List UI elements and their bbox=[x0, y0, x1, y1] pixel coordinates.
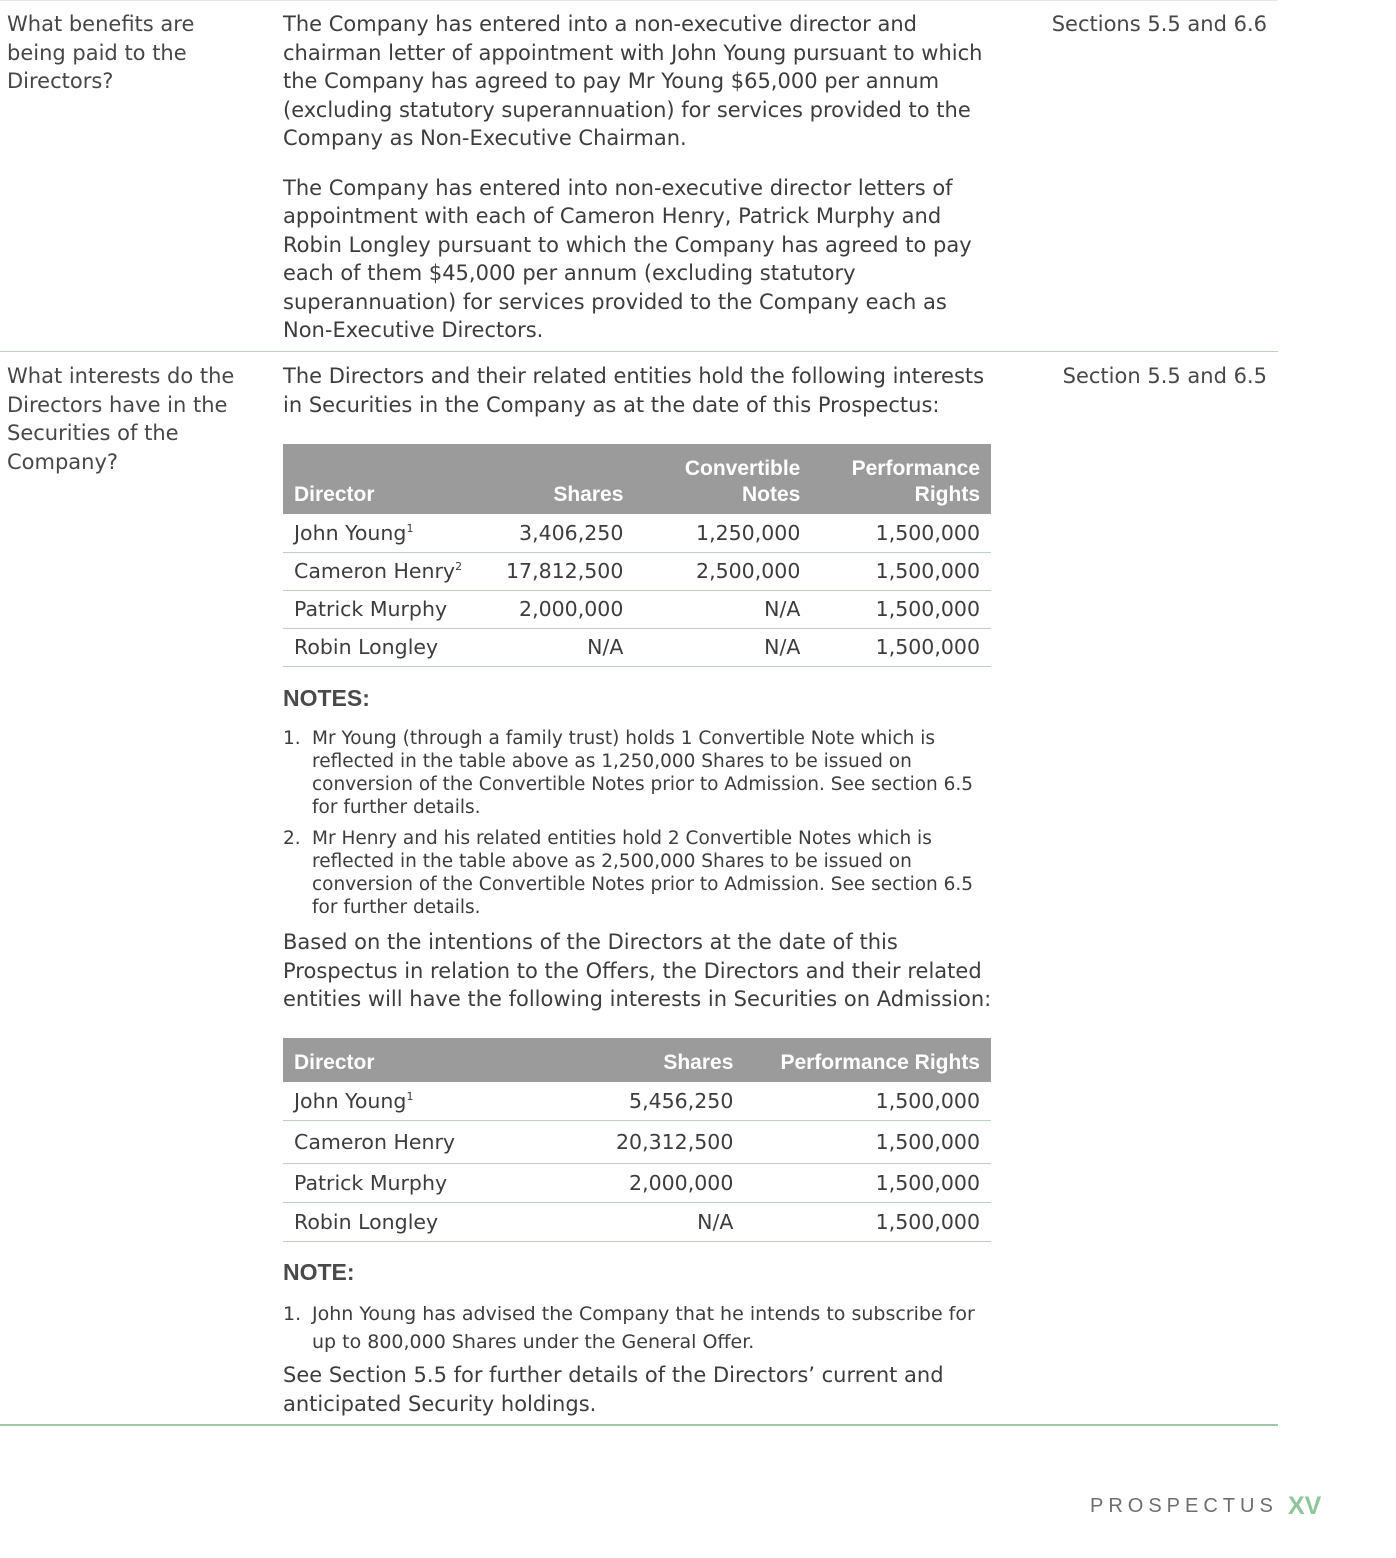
interests-intro: The Directors and their related entities hold the following interests in Securities in the Company as at the date of this Prospectus: bbox=[283, 364, 985, 417]
note-item: 1. Mr Young (through a family trust) holds 1 Convertible Note which is reflected in the table above as 1,250,000 Shares to be issued on conversion of the Convertible Notes prior to Admission. See section 6.5 for further details. bbox=[283, 728, 974, 818]
director-name: Cameron Henry bbox=[283, 1120, 605, 1163]
director-name: Patrick Murphy bbox=[283, 1163, 605, 1202]
table-row bbox=[283, 514, 991, 552]
closing-paragraph: See Section 5.5 for further details of the Directors’ current and anticipated Security holdings. bbox=[283, 1363, 944, 1416]
performance-rights-cell: 1,500,000 bbox=[811, 628, 991, 666]
notes-heading: NOTES: bbox=[283, 685, 370, 711]
col-shares-header: Shares bbox=[605, 1038, 744, 1082]
shares-cell: N/A bbox=[495, 628, 634, 666]
table-row bbox=[283, 1163, 991, 1202]
col-director-header: Director bbox=[283, 444, 495, 514]
performance-rights-cell: 1,500,000 bbox=[744, 1082, 991, 1120]
table-row bbox=[283, 628, 991, 666]
interests-question: What interests do the Directors have in the Securities of the Company? bbox=[7, 364, 235, 474]
col-performance-rights-header: Performance Rights bbox=[744, 1038, 991, 1082]
performance-rights-cell: 1,500,000 bbox=[744, 1120, 991, 1163]
footer-document-label: PROSPECTUS bbox=[1090, 1495, 1278, 1517]
director-name: Robin Longley bbox=[283, 1202, 605, 1241]
director-name: Robin Longley bbox=[283, 628, 495, 666]
footer-page-number: XV bbox=[1288, 1492, 1322, 1520]
table-row bbox=[283, 1082, 991, 1120]
convertible-notes-cell: N/A bbox=[634, 590, 811, 628]
admission-interests-table bbox=[283, 1038, 991, 1242]
table-header-row bbox=[283, 444, 991, 514]
section-divider bbox=[0, 351, 1278, 352]
director-name: Patrick Murphy bbox=[283, 590, 495, 628]
convertible-notes-cell: N/A bbox=[634, 628, 811, 666]
performance-rights-cell: 1,500,000 bbox=[811, 590, 991, 628]
benefits-paragraph-directors: The Company has entered into non-executive director letters of appointment with each of Cameron Henry, Patrick Murphy and Robin Longley pursuant to which the Company has agreed to pay each of them $45,000 per annum (excluding statutory superannuation) for services provided to the Company each as Non-Executive Directors. bbox=[283, 175, 972, 342]
convertible-notes-cell: 1,250,000 bbox=[634, 514, 811, 552]
shares-cell: 20,312,500 bbox=[605, 1120, 744, 1163]
col-convertible-notes-header: Convertible Notes bbox=[634, 444, 811, 514]
performance-rights-cell: 1,500,000 bbox=[811, 514, 991, 552]
shares-cell: 3,406,250 bbox=[495, 514, 634, 552]
shares-cell: 5,456,250 bbox=[605, 1082, 744, 1120]
col-shares-header: Shares bbox=[495, 444, 634, 514]
shares-cell: 2,000,000 bbox=[605, 1163, 744, 1202]
director-name: John Young$^1$ bbox=[283, 1082, 605, 1120]
convertible-notes-cell: 2,500,000 bbox=[634, 552, 811, 590]
director-name: Cameron Henry$^2$ bbox=[283, 552, 495, 590]
shares-cell: 2,000,000 bbox=[495, 590, 634, 628]
note-item: 2. Mr Henry and his related entities hold 2 Convertible Notes which is reflected in the table above as 2,500,000 Shares to be issued on conversion of the Convertible Notes prior to Admission. See section 6.5 for further details. bbox=[283, 828, 974, 918]
shares-cell: N/A bbox=[605, 1202, 744, 1241]
performance-rights-cell: 1,500,000 bbox=[744, 1202, 991, 1241]
benefits-question: What benefits are being paid to the Directors? bbox=[7, 12, 195, 93]
top-divider bbox=[0, 0, 1278, 1]
table-row bbox=[283, 1202, 991, 1241]
interests-section-reference: Section 5.5 and 6.5 bbox=[1062, 364, 1267, 388]
director-name: John Young$^1$ bbox=[283, 514, 495, 552]
table-row bbox=[283, 590, 991, 628]
table-row bbox=[283, 552, 991, 590]
benefits-answer bbox=[283, 10, 993, 345]
performance-rights-cell: 1,500,000 bbox=[744, 1163, 991, 1202]
note-heading: NOTE: bbox=[283, 1259, 355, 1285]
shares-cell: 17,812,500 bbox=[495, 552, 634, 590]
admission-intro: Based on the intentions of the Directors at the date of this Prospectus in relation to the Offers, the Directors and their related entities will have the following interests in Securities on Admission: bbox=[283, 930, 992, 1011]
col-performance-rights-header: Performance Rights bbox=[811, 444, 991, 514]
bottom-divider bbox=[0, 1424, 1278, 1426]
col-director-header: Director bbox=[283, 1038, 605, 1082]
current-interests-table bbox=[283, 444, 991, 667]
table-row bbox=[283, 1120, 991, 1163]
benefits-paragraph-chairman: The Company has entered into a non-executive director and chairman letter of appointment with John Young pursuant to which the Company has agreed to pay Mr Young $65,000 per annum (excluding statutory superannuation) for services provided to the Company as Non-Executive Chairman. bbox=[283, 12, 983, 150]
note-item: 1. John Young has advised the Company that he intends to subscribe for up to 800,000 Shares under the General Offer. bbox=[283, 1303, 975, 1353]
benefits-section-reference: Sections 5.5 and 6.6 bbox=[1051, 12, 1267, 36]
table-header-row bbox=[283, 1038, 991, 1082]
performance-rights-cell: 1,500,000 bbox=[811, 552, 991, 590]
